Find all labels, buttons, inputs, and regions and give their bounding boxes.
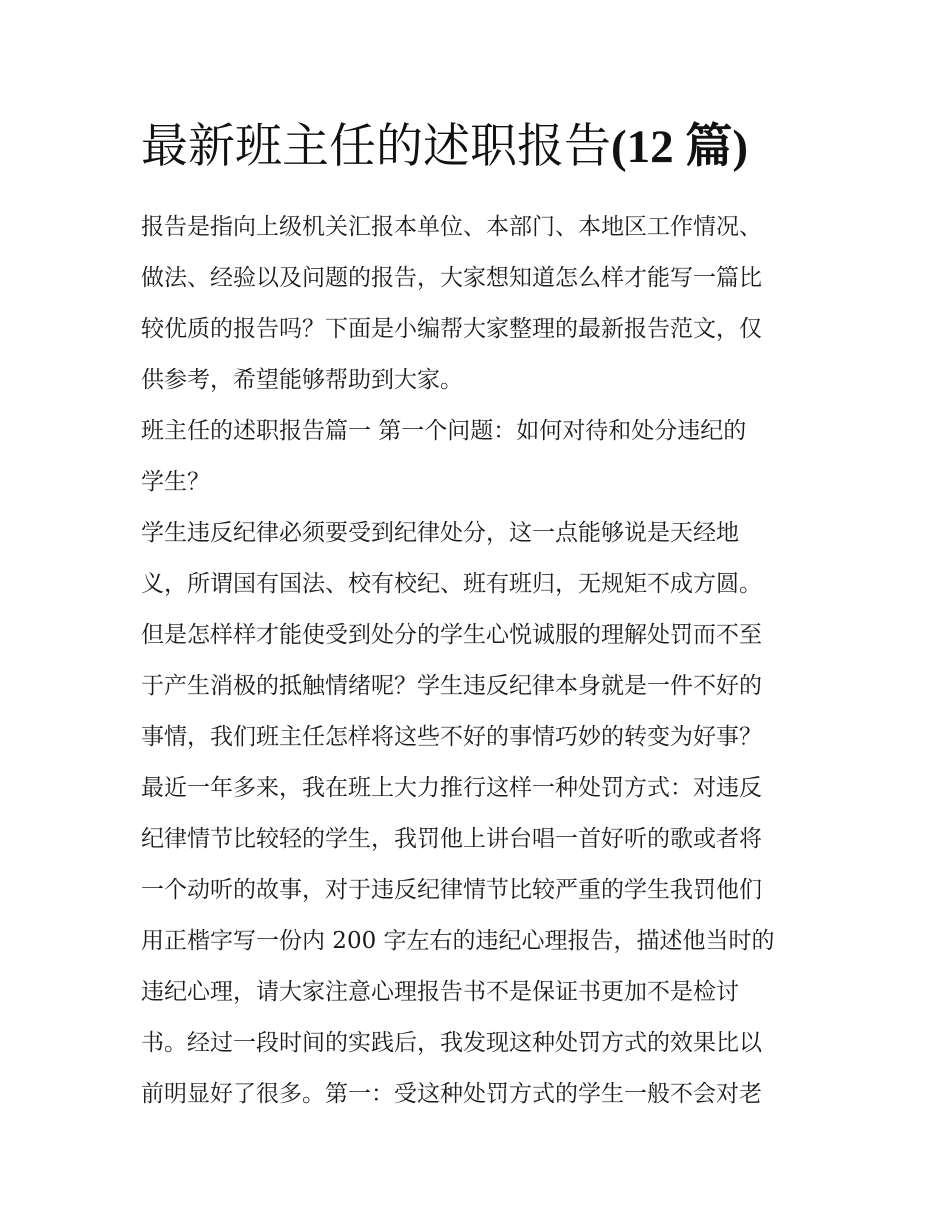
text-line: 一个动听的故事，对于违反纪律情节比较严重的学生我罚他们 <box>141 877 762 903</box>
text-line: 班主任的述职报告篇一 第一个问题：如何对待和处分违纪的 <box>141 418 747 444</box>
text-line: 供参考，希望能够帮助到大家。 <box>141 367 463 393</box>
paragraph-body <box>141 508 813 1120</box>
text-line: 于产生消极的抵触情绪呢？学生违反纪律本身就是一件不好的 <box>141 673 762 699</box>
text-line: 学生违反纪律必须要受到纪律处分，这一点能够说是天经地 <box>141 520 739 546</box>
text-line: 报告是指向上级机关汇报本单位、本部门、本地区工作情况、 <box>141 214 762 240</box>
title-main: 最新班主任的述职报告 <box>141 119 611 174</box>
paragraph-section-heading <box>141 406 813 508</box>
text-line: 纪律情节比较轻的学生，我罚他上讲台唱一首好听的歌或者将 <box>141 826 762 852</box>
title-suffix: (12 篇) <box>611 121 749 173</box>
text-line: 较优质的报告吗？下面是小编帮大家整理的最新报告范文，仅 <box>141 316 762 342</box>
text-line: 书。经过一段时间的实践后，我发现这种处罚方式的效果比以 <box>141 1030 762 1056</box>
text-line: 最近一年多来，我在班上大力推行这样一种处罚方式：对违反 <box>141 775 762 801</box>
text-line: 学生？ <box>141 469 210 495</box>
text-line: 用正楷字写一份内 200 字左右的违纪心理报告，描述他当时的 <box>141 928 775 954</box>
text-line: 前明显好了很多。第一：受这种处罚方式的学生一般不会对老 <box>141 1081 762 1107</box>
paragraph-intro <box>141 202 813 406</box>
document-body <box>141 202 813 1120</box>
text-line: 事情，我们班主任怎样将这些不好的事情巧妙的转变为好事？ <box>141 724 762 750</box>
text-line: 但是怎样样才能使受到处分的学生心悦诚服的理解处罚而不至 <box>141 622 762 648</box>
text-line: 做法、经验以及问题的报告，大家想知道怎么样才能写一篇比 <box>141 265 762 291</box>
text-line: 违纪心理，请大家注意心理报告书不是保证书更加不是检讨 <box>141 979 739 1005</box>
text-line: 义，所谓国有国法、校有校纪、班有班归，无规矩不成方圆。 <box>141 571 762 597</box>
page-title <box>141 112 841 182</box>
